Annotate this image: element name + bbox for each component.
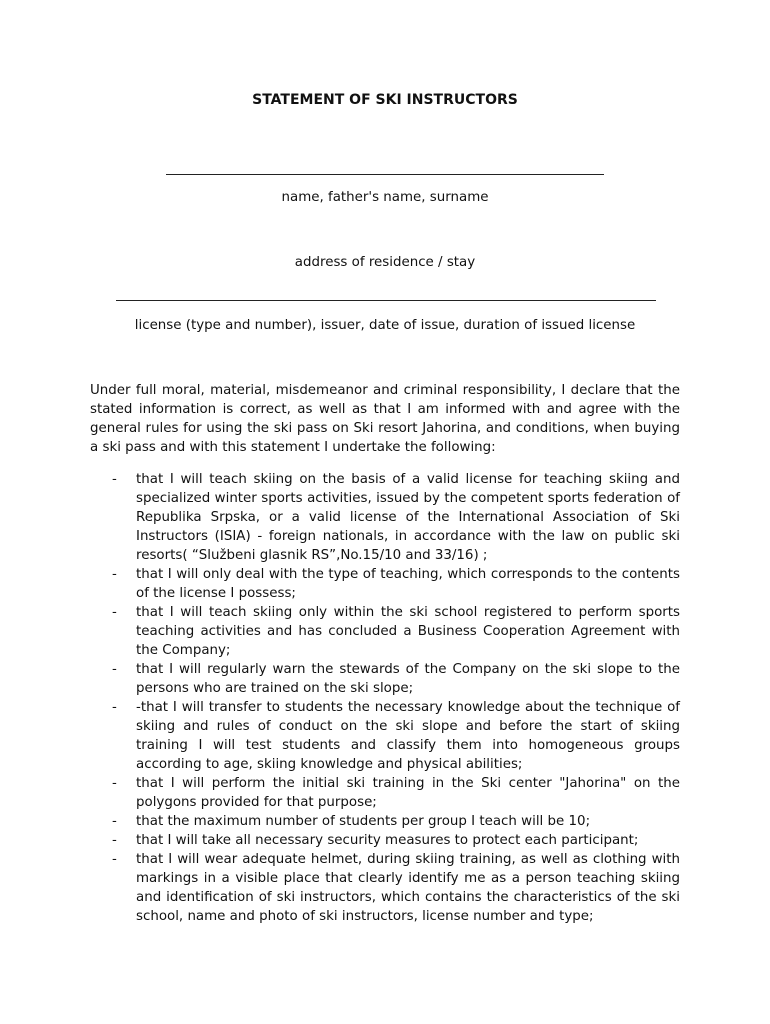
address-field-label: address of residence / stay [294, 255, 476, 270]
list-item [90, 812, 680, 831]
license-field-label: license (type and number), issuer, date of issue, duration of issued license [134, 318, 636, 333]
list-item-text: that I will take all necessary security measures to protect each participant; [136, 833, 639, 848]
list-item [90, 774, 680, 812]
list-item-text: that I will only deal with the type of teaching, which corresponds to the contents of the license I possess; [136, 567, 680, 601]
bullet-dash: - [112, 833, 117, 848]
name-signature-line [166, 174, 604, 175]
bullet-dash: - [112, 852, 117, 867]
list-item [90, 603, 680, 660]
list-item-text: -that I will transfer to students the necessary knowledge about the technique of skiing and rules of conduct on the ski slope and before the start of skiing training I will test students and classify them into homogeneous groups according to age, skiing knowledge and physical abilities; [136, 700, 680, 772]
bullet-dash: - [112, 662, 117, 677]
list-item-text: that I will perform the initial ski training in the Ski center "Jahorina" on the polygons provided for that purpose; [136, 776, 680, 810]
list-item [90, 698, 680, 774]
list-item [90, 660, 680, 698]
list-item [90, 565, 680, 603]
name-field-label: name, father's name, surname [281, 190, 489, 205]
list-item [90, 831, 680, 850]
intro-paragraph: Under full moral, material, misdemeanor and criminal responsibility, I declare that the stated information is correct, as well as that I am informed with and agree with the general rules for using the ski pass on Ski resort Jahorina, and conditions, when buying a ski pass and with this statement I undertake the following: [90, 383, 680, 455]
list-item-text: that I will regularly warn the stewards of the Company on the ski slope to the persons who are trained on the ski slope; [136, 662, 680, 696]
bullet-dash: - [112, 567, 117, 582]
page-title: STATEMENT OF SKI INSTRUCTORS [252, 92, 518, 108]
bullet-dash: - [112, 605, 117, 620]
bullet-dash: - [112, 472, 117, 487]
list-item [90, 470, 680, 565]
undertakings-list [90, 470, 680, 926]
bullet-dash: - [112, 814, 117, 829]
list-item [90, 850, 680, 926]
bullet-dash: - [112, 700, 117, 715]
bullet-dash: - [112, 776, 117, 791]
list-item-text: that I will teach skiing only within the ski school registered to perform sports teaching activities and has concluded a Business Cooperation Agreement with the Company; [136, 605, 680, 658]
license-signature-line [116, 300, 656, 301]
list-item-text: that I will teach skiing on the basis of a valid license for teaching skiing and specialized winter sports activities, issued by the competent sports federation of Republika Srpska, or a valid license of the International Association of Ski Instructors (ISIA) - foreign nationals, in accordance with the law on public ski resorts( “Službeni glasnik RS”,No.15/10 and 33/16) ; [136, 472, 680, 563]
list-item-text: that the maximum number of students per group I teach will be 10; [136, 814, 591, 829]
list-item-text: that I will wear adequate helmet, during skiing training, as well as clothing with markings in a visible place that clearly identify me as a person teaching skiing and identification of ski instructors, which contains the characteristics of the ski school, name and photo of ski instructors, license number and type; [136, 852, 680, 924]
